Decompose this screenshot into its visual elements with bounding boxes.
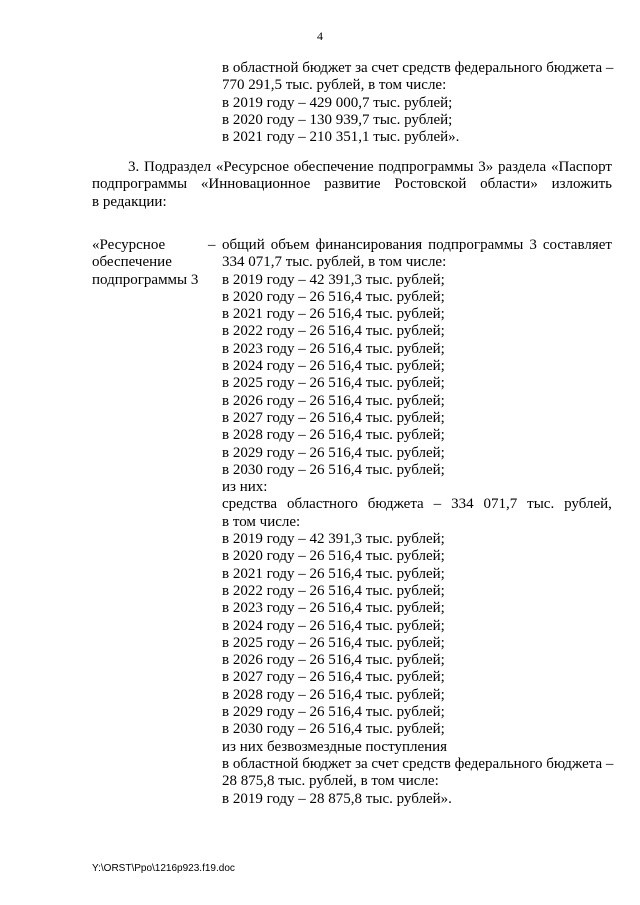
word: 3»: [478, 159, 494, 175]
value-line: в 2024 году – 26 516,4 тыс. рублей;: [222, 617, 445, 634]
value-line: в 2029 году – 26 516,4 тыс. рублей;: [222, 444, 445, 461]
word: составляет: [542, 237, 612, 253]
word: –: [433, 496, 442, 513]
value-line: в 2024 году – 26 516,4 тыс. рублей;: [222, 358, 445, 375]
word: изложить: [551, 176, 612, 193]
word: общий: [222, 237, 265, 253]
value-line: в 2023 году – 26 516,4 тыс. рублей;: [222, 340, 445, 357]
word: 3: [529, 237, 537, 253]
value-line-regional: [222, 496, 612, 513]
text-line: в 2020 году – 130 939,7 тыс. рублей;: [222, 111, 453, 128]
value-line: в 2025 году – 26 516,4 тыс. рублей;: [222, 634, 445, 651]
word: областного: [286, 496, 358, 513]
word: обеспечение: [293, 159, 374, 175]
word: тыс.: [527, 496, 555, 513]
label-line: подпрограммы 3: [92, 271, 199, 288]
value-line: в 2022 году – 26 516,4 тыс. рублей;: [222, 582, 445, 599]
text-line: в 2019 году – 429 000,7 тыс. рублей;: [222, 94, 453, 111]
word: рублей,: [564, 496, 612, 513]
value-line: в 2021 году – 26 516,4 тыс. рублей;: [222, 306, 445, 323]
value-line: в том числе:: [222, 513, 301, 530]
word: 334: [451, 496, 474, 513]
value-line: 28 875,8 тыс. рублей, в том числе:: [222, 773, 439, 790]
paragraph-line-2: [92, 176, 612, 193]
value-line: в 2026 году – 26 516,4 тыс. рублей;: [222, 652, 445, 669]
separator-dash: –: [208, 237, 216, 253]
value-line: в 2028 году – 26 516,4 тыс. рублей;: [222, 686, 445, 703]
section-values: [222, 237, 612, 808]
value-line: из них:: [222, 479, 268, 496]
top-text-block: [222, 60, 612, 146]
word: подпрограммы: [92, 176, 188, 193]
value-line: из них безвозмездные поступления: [222, 738, 448, 755]
file-path-footer: Y:\ORST\Ppo\1216p923.f19.doc: [92, 863, 235, 874]
word: «Паспорт: [550, 159, 612, 175]
value-line: в 2023 году – 26 516,4 тыс. рублей;: [222, 600, 445, 617]
value-line: в 2030 году – 26 516,4 тыс. рублей;: [222, 461, 445, 478]
page-number: 4: [317, 29, 323, 43]
value-line: 334 071,7 тыс. рублей, в том числе:: [222, 254, 447, 271]
word: бюджета: [367, 496, 424, 513]
paragraph-line-1: [92, 159, 612, 176]
value-line: в 2020 году – 26 516,4 тыс. рублей;: [222, 288, 445, 305]
word: 071,7: [483, 496, 518, 513]
section-label: [92, 237, 202, 289]
word: средства: [222, 496, 278, 513]
word: «Ресурсное: [215, 159, 290, 175]
value-line: в 2030 году – 26 516,4 тыс. рублей;: [222, 721, 445, 738]
word: подпрограммы: [428, 237, 524, 253]
word: развитие: [324, 176, 381, 193]
value-line: в 2029 году – 26 516,4 тыс. рублей;: [222, 704, 445, 721]
label-line: обеспечение: [92, 254, 172, 271]
word: Подраздел: [143, 159, 212, 175]
value-line: в 2025 году – 26 516,4 тыс. рублей;: [222, 375, 445, 392]
word: «Инновационное: [200, 176, 311, 193]
word: финансирования: [315, 237, 423, 253]
word: 3.: [128, 159, 140, 175]
value-line: в 2020 году – 26 516,4 тыс. рублей;: [222, 548, 445, 565]
word: подпрограммы: [378, 159, 474, 175]
word: области»: [480, 176, 538, 193]
value-line: в 2027 году – 26 516,4 тыс. рублей;: [222, 669, 445, 686]
value-line: в 2028 году – 26 516,4 тыс. рублей;: [222, 427, 445, 444]
word: Ростовской: [394, 176, 467, 193]
text-line: 770 291,5 тыс. рублей, в том числе:: [222, 77, 447, 94]
amendment-paragraph: [92, 159, 612, 211]
text-line: в областной бюджет за счет средств федерального бюджета –: [222, 60, 614, 76]
value-line: в 2019 году – 42 391,3 тыс. рублей;: [222, 271, 445, 288]
value-line: в 2019 году – 28 875,8 тыс. рублей».: [222, 790, 452, 807]
word: объем: [270, 237, 310, 253]
value-line: в 2027 году – 26 516,4 тыс. рублей;: [222, 409, 445, 426]
value-line-total: [222, 237, 612, 254]
value-line: в 2026 году – 26 516,4 тыс. рублей;: [222, 392, 445, 409]
value-line: в 2021 году – 26 516,4 тыс. рублей;: [222, 565, 445, 582]
value-line: в 2022 году – 26 516,4 тыс. рублей;: [222, 323, 445, 340]
paragraph-line-3: в редакции:: [92, 193, 167, 210]
text-line: в 2021 году – 210 351,1 тыс. рублей».: [222, 129, 460, 146]
value-line: в 2019 году – 42 391,3 тыс. рублей;: [222, 531, 445, 548]
word: раздела: [497, 159, 547, 175]
value-line: в областной бюджет за счет средств федерального бюджета –: [222, 755, 614, 772]
label-line: «Ресурсное: [92, 237, 166, 253]
